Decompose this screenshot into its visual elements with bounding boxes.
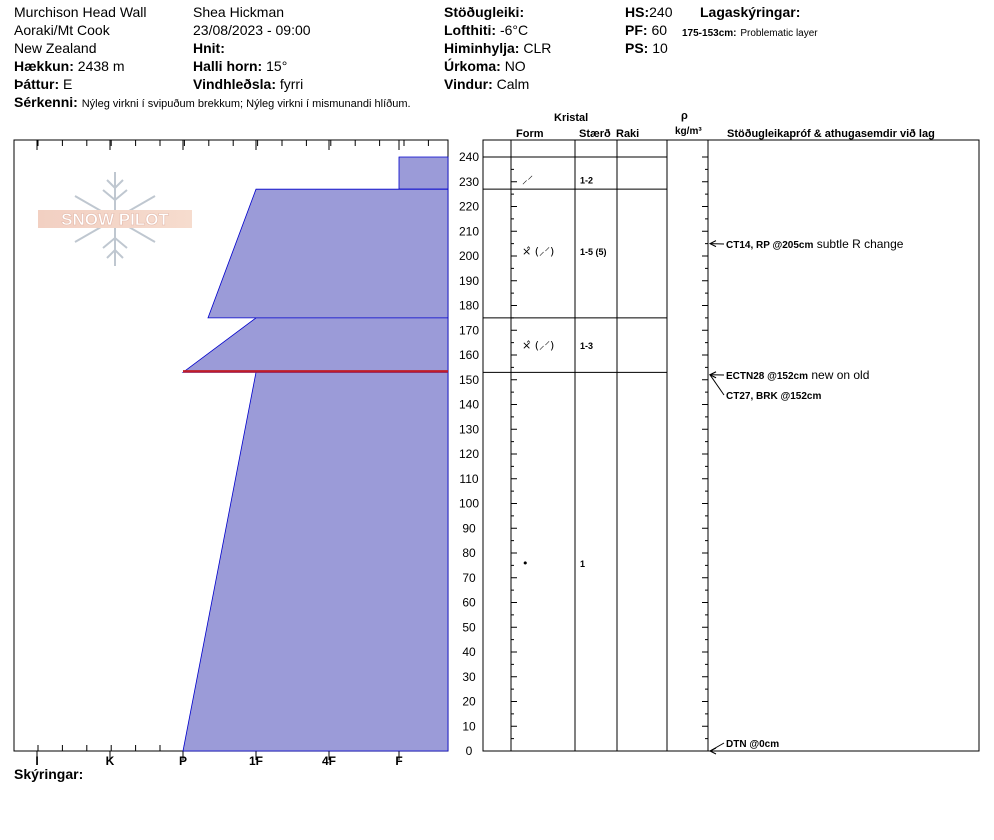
region-name: Aoraki/Mt Cook [14,22,110,38]
ps-label: PS: [625,40,649,56]
coords-label: Hnit: [193,40,225,56]
table-frame [483,140,979,751]
layer-legend-label: Lagaskýringar: [700,4,801,20]
elevation-label: Hækkun: [14,58,74,74]
observer-name: Shea Hickman [193,4,285,20]
features-label: Sérkenni: [14,94,78,110]
test-label: CT14, RP @205cm [726,240,814,251]
hs-value: 240 [649,4,673,20]
depth-tick-label: 200 [458,249,480,263]
depth-tick-label: 140 [458,397,480,412]
depth-tick-label: 120 [458,447,480,461]
density-unit-header: kg/m³ [675,126,702,137]
crystal-header: Kristal [554,112,589,124]
snowpilot-logo [38,172,192,266]
hardness-tick-label: 1F [248,754,264,768]
pf-label: PF: [625,22,648,38]
depth-tick-label: 210 [458,224,480,239]
test-comment: new on old [808,368,870,382]
test-comment: subtle R change [813,237,904,251]
precip-value: NO [504,58,526,74]
depth-tick-label: 180 [458,298,480,313]
moisture-header: Raki [616,128,640,140]
crystal-size: 1-3 [580,341,594,352]
crystal-size: 1 [580,558,586,569]
crystal-size: 1-2 [580,175,594,186]
hardness-tick-label: 4F [321,754,337,768]
depth-tick-label: 230 [458,174,480,189]
test-label: ECTN28 @152cm [726,371,809,382]
location-name: Murchison Head Wall [14,4,147,20]
hardness-tick-label: K [105,754,115,768]
depth-tick-label: 110 [459,471,479,486]
stability-label: Stöðugleiki: [444,4,525,20]
test-result [726,237,904,251]
hardness-tick-label: F [395,754,403,768]
depth-tick-label: 70 [462,570,476,585]
depth-tick-label: 0 [465,744,473,758]
notes-label: Skýringar: [14,766,84,782]
air-temp-value: -6°C [499,22,529,38]
features-value: Nýleg virkni í svipuðum brekkum; Nýleg virkni í mismunandi hlíðum. [81,98,411,110]
hardness-tick-label: P [178,754,188,768]
wind-loading-label: Vindhleðsla: [193,76,276,92]
test-label: CT27, BRK @152cm [726,391,822,402]
test-label: DTN @0cm [726,739,780,750]
ps-value: 10 [652,40,668,56]
slope-value: 15° [266,58,288,74]
elevation-value: 2438 m [77,58,125,74]
depth-tick-label: 130 [458,422,480,437]
aspect-label: Þáttur: [14,76,60,92]
depth-tick-label: 80 [462,546,476,560]
hs-label: HS: [625,4,650,20]
comments-header: Stöðugleikapróf & athugasemdir við lag [727,128,935,140]
wind-value: Calm [496,76,530,92]
depth-tick-label: 150 [458,372,480,387]
form-header: Form [516,128,544,140]
hardness-tick-label: I [35,754,39,768]
crystal-size: 1-5 (5) [580,247,607,258]
crystal-form: • [522,556,529,570]
depth-tick-label: 40 [462,645,476,659]
layer-legend-text: Problematic layer [740,28,818,39]
sky-value: CLR [523,40,552,56]
depth-tick-label: 160 [458,348,480,362]
depth-tick-label: 90 [462,521,476,536]
crystal-form: ⨯̂ (⸝⸍) [522,339,555,353]
test-result [726,391,821,402]
test-result [726,368,869,382]
depth-tick-label: 240 [458,150,480,164]
depth-tick-label: 190 [458,273,480,288]
logo-text: SNOW PILOT [61,210,169,229]
wind-loading-value: fyrri [279,76,304,92]
depth-tick-label: 60 [462,595,476,610]
hardness-layer-3 [183,372,448,751]
depth-tick-label: 20 [462,694,476,709]
depth-tick-label: 10 [462,719,476,734]
aspect-value: E [63,76,73,92]
test-pointer [710,375,724,395]
test-result [726,739,779,750]
depth-tick-label: 50 [462,620,476,635]
sky-label: Himinhylja: [444,40,520,56]
pf-value: 60 [651,22,668,38]
rho-header: ρ [681,110,688,122]
country-name: New Zealand [14,40,97,56]
depth-tick-label: 220 [458,199,480,214]
depth-tick-label: 170 [458,323,480,338]
wind-label: Vindur: [444,76,493,92]
precip-label: Úrkoma: [444,58,501,74]
depth-tick-label: 30 [462,669,476,684]
air-temp-label: Lofthiti: [444,22,497,38]
slope-label: Halli horn: [193,58,263,74]
hardness-layer-0 [399,157,448,189]
crystal-form: ⨯̂ (⸝⸍) [522,245,555,259]
observation-datetime: 23/08/2023 - 09:00 [193,22,311,38]
crystal-form: ⸝⸍ [522,173,533,187]
size-header: Stærð [579,128,611,140]
hardness-layer-1 [208,189,448,318]
layer-legend-range: 175-153cm: [682,28,737,39]
hardness-layer-2 [183,318,448,372]
depth-tick-label: 100 [458,496,480,511]
